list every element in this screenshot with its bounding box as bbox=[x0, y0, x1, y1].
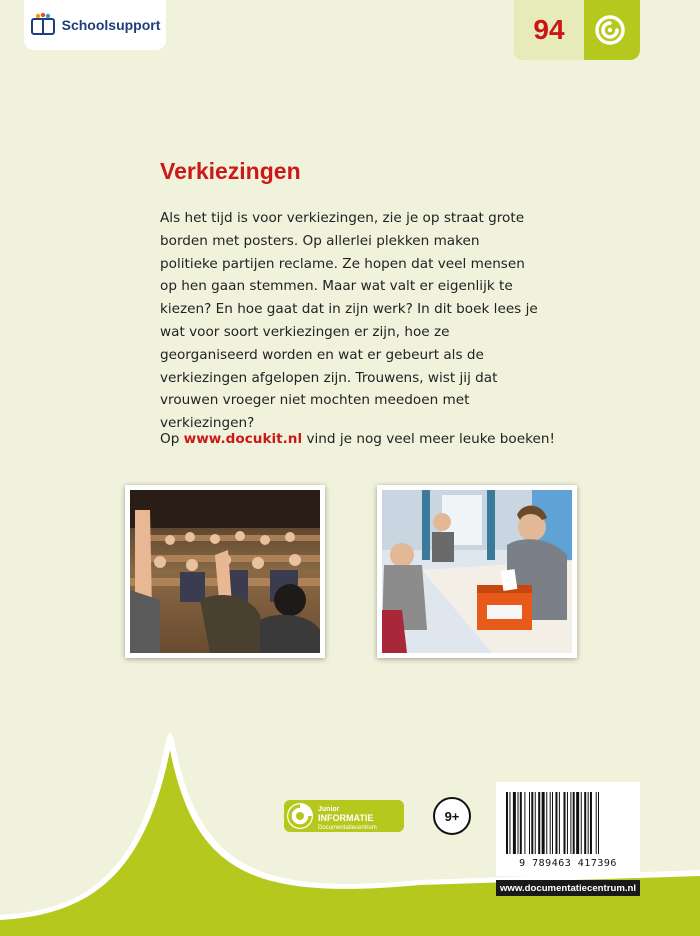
barcode-bar bbox=[573, 792, 575, 854]
imprint-line2: INFORMATIE bbox=[318, 813, 374, 823]
students-voting-ballot-box-photo bbox=[377, 485, 577, 658]
barcode-bars bbox=[506, 792, 630, 854]
barcode-bar bbox=[535, 792, 536, 854]
barcode-bar bbox=[506, 792, 508, 854]
barcode-bar bbox=[520, 792, 522, 854]
barcode-bar bbox=[576, 792, 579, 854]
brand-name: Schoolsupport bbox=[61, 17, 161, 33]
swirl-icon bbox=[594, 14, 626, 46]
schoolsupport-logo bbox=[24, 0, 166, 50]
barcode-bar bbox=[555, 792, 557, 854]
barcode-bar bbox=[564, 792, 566, 854]
barcode-bar bbox=[509, 792, 510, 854]
promo-line bbox=[160, 431, 580, 447]
series-tab bbox=[514, 0, 640, 60]
book-title: Verkiezingen bbox=[160, 158, 301, 184]
barcode-bar bbox=[518, 792, 519, 854]
imprint-line3: Documentatiecentrum bbox=[318, 825, 377, 831]
publisher-url[interactable]: www.documentatiecentrum.nl bbox=[496, 880, 640, 896]
age-badge: 9+ bbox=[433, 797, 471, 835]
barcode-bar bbox=[588, 792, 589, 854]
promo-suffix: vind je nog veel meer leuke boeken! bbox=[306, 431, 555, 447]
barcode-bar bbox=[531, 792, 533, 854]
barcode-bar bbox=[584, 792, 586, 854]
barcode-bar bbox=[546, 792, 547, 854]
docukit-link[interactable]: www.docukit.nl bbox=[183, 431, 303, 447]
barcode-digits: 9 789463 417396 bbox=[519, 858, 617, 869]
barcode-bar bbox=[524, 792, 525, 854]
imprint-line1: Junior bbox=[318, 806, 340, 813]
promo-prefix: Op bbox=[160, 431, 180, 447]
junior-informatie-logo bbox=[284, 798, 404, 834]
barcode-bar bbox=[567, 792, 568, 854]
barcode-bar bbox=[552, 792, 553, 854]
barcode-bar bbox=[581, 792, 582, 854]
barcode-bar bbox=[590, 792, 592, 854]
barcode-bar bbox=[538, 792, 540, 854]
barcode-bar bbox=[570, 792, 571, 854]
blurb-text: Als het tijd is voor verkiezingen, zie je op straat grote borden met posters. Op allerlei plekken maken politieke partijen reclame. Ze hopen dat veel mensen op hen gaan stemmen. Maar wat valt er eigenlijk te kiezen? En hoe gaat dat in zijn werk? In dit boek lees je wat voor soort verkiezingen er zijn, hoe ze georganiseerd worden en wat er gebeurt als de verkiezingen afgelopen zijn. Trouwens, wist jij dat vrouwen vroeger niet mochten meedoen met verkiezingen? bbox=[160, 210, 538, 432]
schoolsupport-logo-icon bbox=[30, 12, 56, 38]
barcode-bar bbox=[550, 792, 551, 854]
series-number: 94 bbox=[514, 0, 584, 60]
barcode-bar bbox=[513, 792, 516, 854]
barcode bbox=[496, 782, 640, 876]
barcode-bar bbox=[598, 792, 599, 854]
barcode-bar bbox=[529, 792, 530, 854]
classroom-raised-hands-photo bbox=[125, 485, 325, 658]
barcode-bar bbox=[542, 792, 545, 854]
barcode-bar bbox=[559, 792, 560, 854]
barcode-bar bbox=[596, 792, 597, 854]
